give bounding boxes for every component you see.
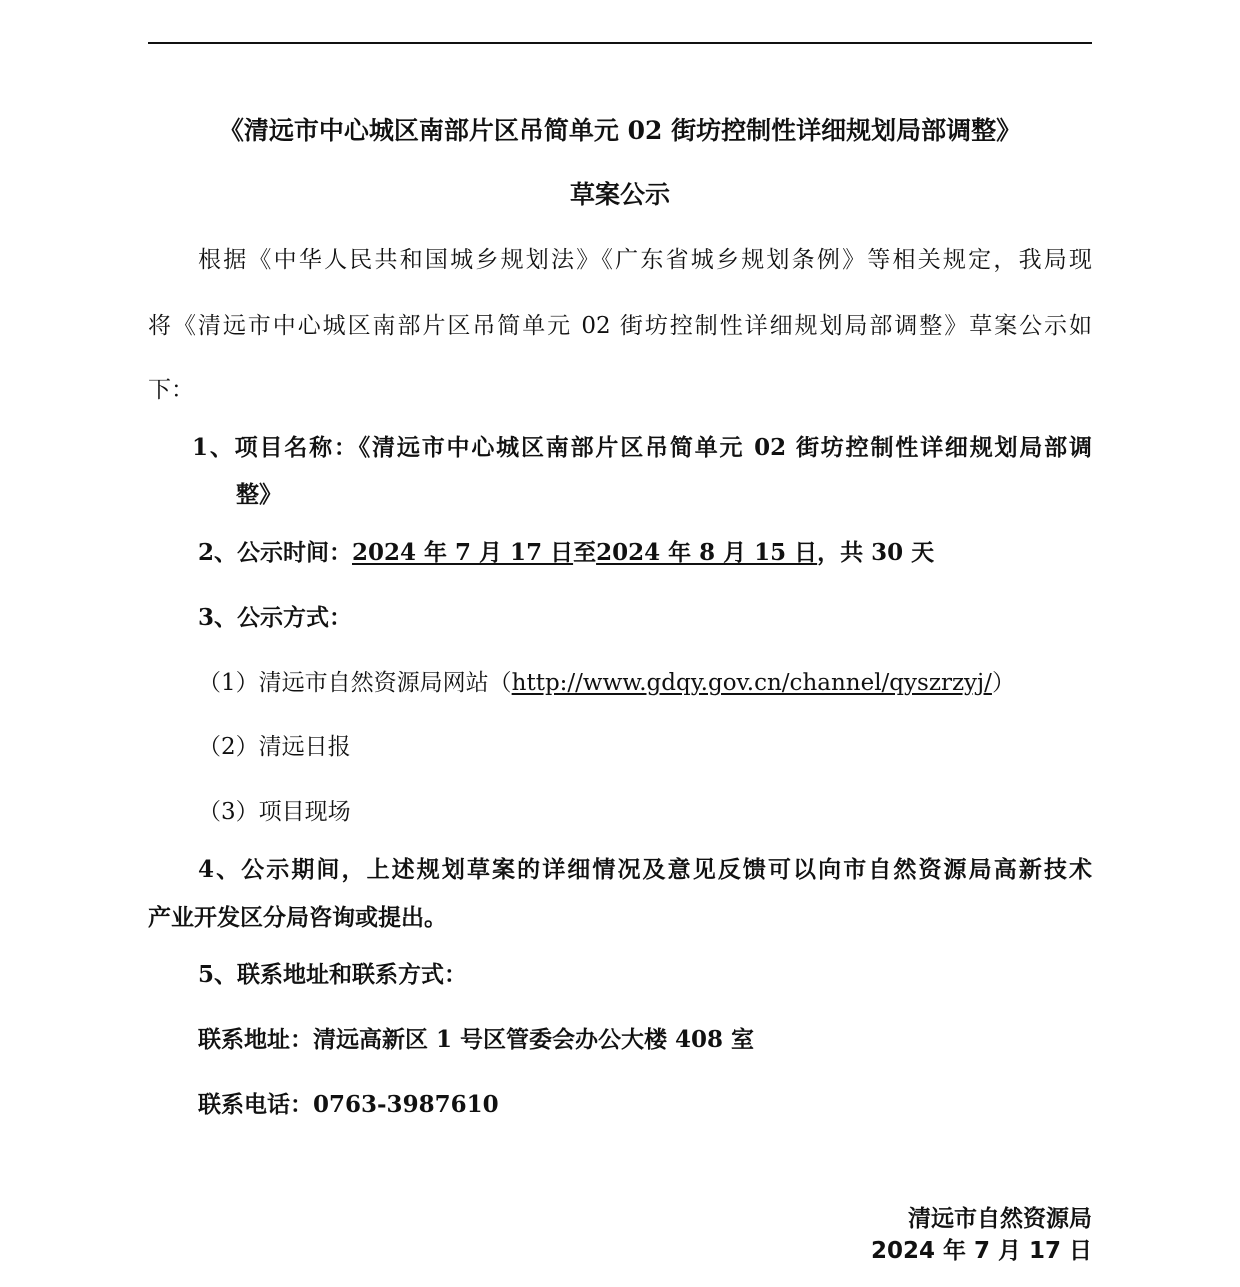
- item4-line-1: 4、公示期间，上述规划草案的详细情况及意见反馈可以向市自然资源局高新技术: [198, 856, 1092, 883]
- signature-date: 2024 年 7 月 17 日: [870, 1238, 1092, 1264]
- title-line-1: 《清远市中心城区南部片区吊简单元 02 街坊控制性详细规划局部调整》: [218, 116, 1022, 145]
- item2-label: 2、公示时间：: [198, 539, 353, 566]
- intro-line-1: 根据《中华人民共和国城乡规划法》《广东省城乡规划条例》等相关规定，我局现: [198, 247, 1092, 273]
- signature-org: 清远市自然资源局: [908, 1206, 1092, 1232]
- item2-duration: ，共 30 天: [817, 539, 935, 566]
- item5-label: 5、联系地址和联系方式：: [198, 961, 468, 988]
- item3-label: 3、公示方式：: [198, 604, 353, 631]
- intro-line-2: 将《清远市中心城区南部片区吊简单元 02 街坊控制性详细规划局部调整》草案公示如: [148, 313, 1092, 339]
- header-rule: [148, 42, 1092, 44]
- title-line-2: 草案公示: [569, 180, 670, 209]
- contact-address: 联系地址：清远高新区 1 号区管委会办公大楼 408 室: [198, 1026, 755, 1053]
- method1-suffix: ）: [991, 670, 1015, 696]
- method1-prefix: （1）清远市自然资源局网站（: [198, 670, 512, 696]
- item2-end-date: 2024 年 8 月 15 日: [596, 539, 818, 566]
- method2-line: （2）清远日报: [198, 734, 351, 760]
- method1-line: [198, 668, 1015, 698]
- item2-start-date: 2024 年 7 月 17 日: [352, 539, 574, 566]
- item2-line: [198, 538, 934, 568]
- item1-line-1: 1、项目名称：《清远市中心城区南部片区吊简单元 02 街坊控制性详细规划局部调: [192, 434, 1092, 461]
- item1-line-2: 整》: [236, 481, 282, 508]
- contact-phone: 联系电话：0763-3987610: [198, 1091, 499, 1118]
- item2-to: 至: [573, 539, 597, 566]
- method1-link[interactable]: http://www.gdqy.gov.cn/channel/qyszrzyj/: [511, 670, 992, 696]
- method3-line: （3）项目现场: [198, 799, 351, 825]
- intro-line-3: 下：: [148, 377, 194, 403]
- item4-line-2: 产业开发区分局咨询或提出。: [148, 904, 447, 931]
